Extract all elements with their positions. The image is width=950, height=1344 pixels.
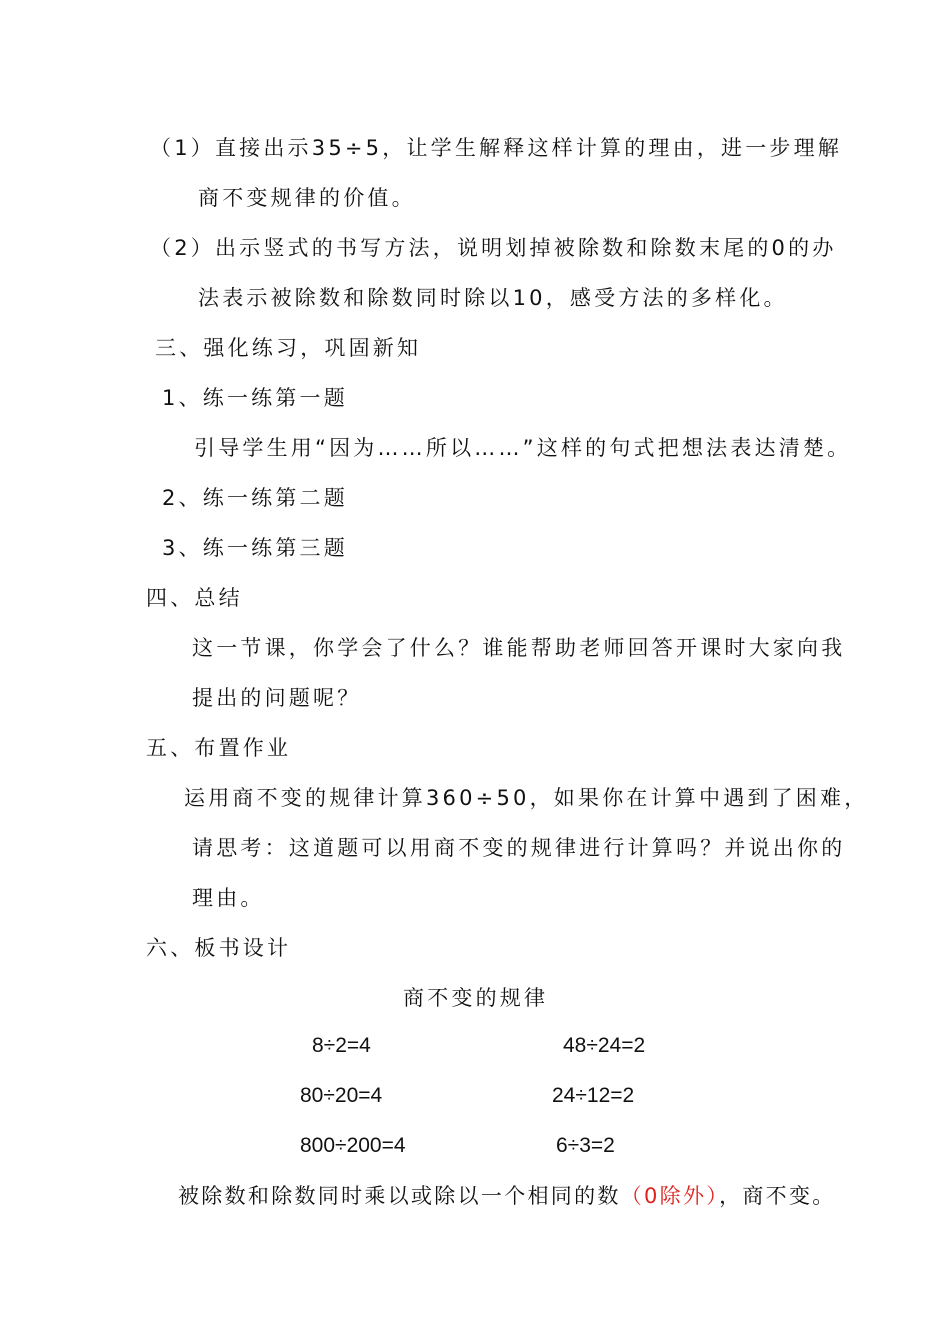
conclusion-exception: （0除外） [620, 1184, 720, 1208]
exercise-2-heading: 2、练一练第二题 [162, 486, 348, 510]
exercise-1-note: 引导学生用“因为……所以……”这样的句式把想法表达清楚。 [194, 436, 852, 460]
section-6-heading: 六、板书设计 [146, 936, 292, 960]
paragraph-1-line-2: 商不变规律的价值。 [198, 186, 416, 210]
conclusion-text: 被除数和除数同时乘以或除以一个相同的数 [178, 1184, 621, 1208]
board-equation-left-2: 80÷20=4 [300, 1084, 383, 1107]
paragraph-2-line-2: 法表示被除数和除数同时除以10，感受方法的多样化。 [198, 286, 788, 310]
summary-line-2: 提出的问题呢？ [192, 686, 362, 710]
summary-line-1: 这一节课，你学会了什么？谁能帮助老师回答开课时大家向我 [192, 636, 846, 660]
homework-line-1: 运用商不变的规律计算360÷50，如果你在计算中遇到了困难， [184, 786, 869, 810]
paragraph-2-line-1: （2）出示竖式的书写方法，说明划掉被除数和除数末尾的0的办 [150, 236, 837, 260]
homework-line-3: 理由。 [192, 886, 265, 910]
section-4-heading: 四、总结 [146, 586, 243, 610]
board-title: 商不变的规律 [403, 986, 549, 1010]
board-equation-right-3: 6÷3=2 [556, 1134, 615, 1157]
exercise-1-heading: 1、练一练第一题 [162, 386, 348, 410]
section-3-heading: 三、强化练习，巩固新知 [155, 336, 422, 360]
board-equation-right-1: 48÷24=2 [563, 1034, 646, 1057]
conclusion-ending: ，商不变。 [719, 1184, 836, 1208]
board-conclusion [178, 1182, 836, 1210]
board-equation-left-3: 800÷200=4 [300, 1134, 406, 1157]
paragraph-1-line-1: （1）直接出示35÷5，让学生解释这样计算的理由，进一步理解 [150, 136, 843, 160]
board-equation-right-2: 24÷12=2 [552, 1084, 635, 1107]
section-5-heading: 五、布置作业 [146, 736, 292, 760]
homework-line-2: 请思考：这道题可以用商不变的规律进行计算吗？并说出你的 [192, 836, 846, 860]
exercise-3-heading: 3、练一练第三题 [162, 536, 348, 560]
board-equation-left-1: 8÷2=4 [312, 1034, 371, 1057]
